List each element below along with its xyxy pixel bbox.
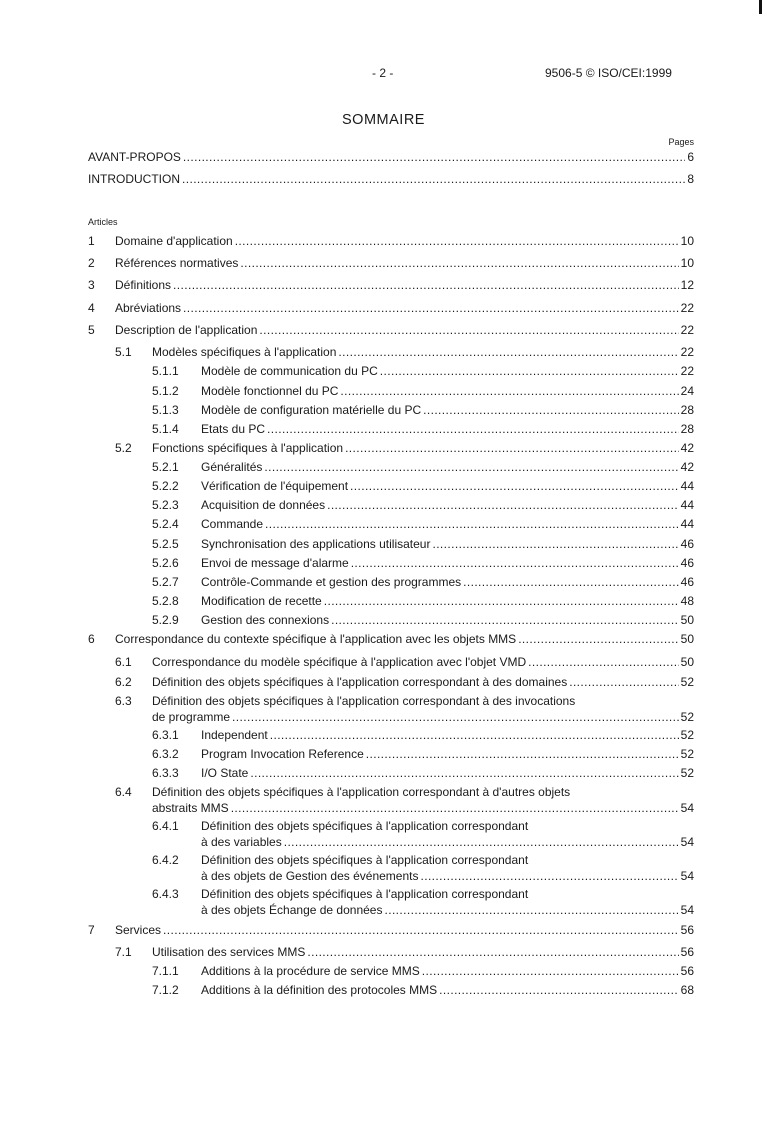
toc-entry xyxy=(0,497,767,513)
toc-entry-number: 5 xyxy=(88,323,95,337)
toc-entry xyxy=(0,982,767,998)
toc-entry xyxy=(0,516,767,532)
toc-entry-title: Modèle de configuration matérielle du PC xyxy=(201,403,422,417)
toc-entry-title-line2: abstraits MMS xyxy=(152,801,229,815)
leader-dots xyxy=(267,421,679,437)
leader-dots xyxy=(432,536,678,552)
toc-entry-page: 56 xyxy=(680,923,694,937)
leader-dots xyxy=(327,497,679,513)
toc-entry-title-line2: à des objets de Gestion des événements xyxy=(201,869,419,883)
toc-entry-title: Independent xyxy=(201,728,268,742)
toc-entry-number: 6.2 xyxy=(115,675,132,689)
toc-entry-page: 44 xyxy=(680,498,694,512)
toc-entry-title: Modification de recette xyxy=(201,594,322,608)
toc-entry-title-line1: Définition des objets spécifiques à l'application correspondant à d'autres objets xyxy=(152,785,571,799)
leader-dots xyxy=(350,478,679,494)
toc-entry xyxy=(0,255,767,271)
toc-entry-title: Additions à la définition des protocoles MMS xyxy=(201,983,438,997)
leader-dots xyxy=(331,612,679,628)
toc-entry-number: 6.4.1 xyxy=(152,819,179,833)
toc-entry-number: 5.1.3 xyxy=(152,403,179,417)
toc-entry-page: 46 xyxy=(680,575,694,589)
toc-entry-number: 5.2.2 xyxy=(152,479,179,493)
leader-dots xyxy=(307,944,678,960)
toc-entry xyxy=(0,612,767,628)
toc-entry-title: Additions à la procédure de service MMS xyxy=(201,964,420,978)
toc-entry-avant-propos xyxy=(0,149,767,165)
leader-dots xyxy=(240,255,678,271)
toc-entry-number: 5.1.2 xyxy=(152,384,179,398)
toc-entry xyxy=(0,440,767,456)
toc-entry-page: 56 xyxy=(680,945,694,959)
toc-entry-page: 42 xyxy=(680,441,694,455)
toc-entry-number: 5.2.1 xyxy=(152,460,179,474)
leader-dots xyxy=(259,322,678,338)
toc-entry-page: 52 xyxy=(680,766,694,780)
leader-dots xyxy=(384,902,678,918)
toc-entry-number: 6.4.3 xyxy=(152,887,179,901)
leader-dots xyxy=(463,574,679,590)
leader-dots xyxy=(264,459,678,475)
toc-entry xyxy=(0,402,767,418)
leader-dots xyxy=(569,674,678,690)
toc-entry-page: 24 xyxy=(680,384,694,398)
toc-entry-page: 54 xyxy=(680,869,694,883)
leader-dots xyxy=(366,746,679,762)
toc-entry xyxy=(0,421,767,437)
toc-entry-number: 6.4 xyxy=(115,785,132,799)
toc-entry-title: Domaine d'application xyxy=(115,234,233,248)
toc-entry-page: 54 xyxy=(680,835,694,849)
leader-dots xyxy=(265,516,679,532)
toc-entry xyxy=(0,746,767,762)
toc-entry xyxy=(0,363,767,379)
toc-entry-title: Modèle fonctionnel du PC xyxy=(201,384,339,398)
toc-entry-page: 52 xyxy=(680,747,694,761)
toc-entry-number: 5.2.7 xyxy=(152,575,179,589)
toc-entry-number: 6.3 xyxy=(115,694,132,708)
leader-dots xyxy=(235,233,679,249)
leader-dots xyxy=(163,922,679,938)
toc-entry xyxy=(0,459,767,475)
toc-entry-title: Utilisation des services MMS xyxy=(152,945,306,959)
leader-dots xyxy=(232,709,679,725)
toc-entry-number: 5.2.8 xyxy=(152,594,179,608)
leader-dots xyxy=(182,171,685,187)
page-title: SOMMAIRE xyxy=(342,112,425,128)
toc-entry xyxy=(0,344,767,360)
toc-entry-title: Modèles spécifiques à l'application xyxy=(152,345,337,359)
toc-entry-title: Références normatives xyxy=(115,256,239,270)
toc-entry-page: 12 xyxy=(680,278,694,292)
leader-dots xyxy=(351,555,679,571)
toc-entry-title: Synchronisation des applications utilisateur xyxy=(201,537,431,551)
toc-entry-title: Acquisition de données xyxy=(201,498,326,512)
toc-entry-title: INTRODUCTION xyxy=(88,172,180,186)
toc-entry-number: 5.1.4 xyxy=(152,422,179,436)
toc-entry xyxy=(0,631,767,647)
toc-entry-number: 2 xyxy=(88,256,95,270)
toc-entry-number: 6.1 xyxy=(115,655,132,669)
toc-entry-title: Envoi de message d'alarme xyxy=(201,556,349,570)
toc-entry-title-line1: Définition des objets spécifiques à l'application correspondant xyxy=(201,887,529,901)
toc-entry xyxy=(0,322,767,338)
toc-entry xyxy=(0,593,767,609)
toc-entry-number: 5.2.3 xyxy=(152,498,179,512)
toc-entry-page: 54 xyxy=(680,801,694,815)
toc-entry-page: 22 xyxy=(680,301,694,315)
toc-entry-number: 3 xyxy=(88,278,95,292)
toc-entry-title: Contrôle-Commande et gestion des programmes xyxy=(201,575,462,589)
leader-dots xyxy=(420,868,678,884)
toc-entry xyxy=(0,654,767,670)
toc-entry-page: 52 xyxy=(680,728,694,742)
leader-dots xyxy=(231,800,679,816)
toc-entry xyxy=(0,944,767,960)
toc-entry-title-line1: Définition des objets spécifiques à l'application correspondant xyxy=(201,853,529,867)
toc-entry xyxy=(0,277,767,293)
leader-dots xyxy=(183,149,685,165)
toc-entry-page: 52 xyxy=(680,675,694,689)
toc-entry-title: Etats du PC xyxy=(201,422,266,436)
page-number: - 2 - xyxy=(372,66,394,80)
pages-column-label: Pages xyxy=(668,137,694,147)
leader-dots xyxy=(345,440,679,456)
leader-dots xyxy=(183,300,679,316)
toc-entry-page: 52 xyxy=(680,710,694,724)
toc-entry xyxy=(0,555,767,571)
toc-entry-page: 22 xyxy=(680,323,694,337)
leader-dots xyxy=(338,344,678,360)
toc-entry xyxy=(0,233,767,249)
toc-entry xyxy=(0,300,767,316)
toc-entry-number: 5.1.1 xyxy=(152,364,179,378)
toc-entry-title: Vérification de l'équipement xyxy=(201,479,349,493)
toc-entry-page: 28 xyxy=(680,422,694,436)
toc-entry-page: 50 xyxy=(680,655,694,669)
toc-entry-page: 46 xyxy=(680,556,694,570)
toc-entry-page: 22 xyxy=(680,345,694,359)
toc-entry-page: 10 xyxy=(680,234,694,248)
toc-entry-page: 46 xyxy=(680,537,694,551)
toc-entry-title: Modèle de communication du PC xyxy=(201,364,378,378)
toc-entry-page: 50 xyxy=(680,632,694,646)
toc-entry-number: 6.3.1 xyxy=(152,728,179,742)
toc-entry-number: 5.2.6 xyxy=(152,556,179,570)
leader-dots xyxy=(284,834,679,850)
toc-entry-title: Généralités xyxy=(201,460,263,474)
toc-entry-title: Abréviations xyxy=(115,301,182,315)
toc-entry-title: Fonctions spécifiques à l'application xyxy=(152,441,344,455)
toc-entry-page: 6 xyxy=(687,150,694,164)
toc-entry-title: Description de l'application xyxy=(115,323,258,337)
toc-entry-page: 68 xyxy=(680,983,694,997)
toc-entry-title: I/O State xyxy=(201,766,249,780)
toc-entry-title: Définition des objets spécifiques à l'application correspondant à des domaines xyxy=(152,675,568,689)
toc-entry-number: 5.2.4 xyxy=(152,517,179,531)
leader-dots xyxy=(423,402,679,418)
leader-dots xyxy=(439,982,679,998)
toc-entry-number: 7.1 xyxy=(115,945,132,959)
toc-entry xyxy=(0,383,767,399)
toc-entry-title: Program Invocation Reference xyxy=(201,747,364,761)
toc-entry-page: 10 xyxy=(680,256,694,270)
toc-entry-number: 7 xyxy=(88,923,95,937)
toc-entry-title-line2: à des objets Échange de données xyxy=(201,903,383,917)
toc-entry-title-line2: de programme xyxy=(152,710,231,724)
leader-dots xyxy=(528,654,679,670)
toc-entry-title: Commande xyxy=(201,517,264,531)
toc-entry-title: Services xyxy=(115,923,162,937)
toc-entry xyxy=(0,765,767,781)
toc-entry-page: 42 xyxy=(680,460,694,474)
toc-entry-number: 6.4.2 xyxy=(152,853,179,867)
toc-entry-title-line2: à des variables xyxy=(201,835,282,849)
toc-entry-title: Correspondance du modèle spécifique à l'application avec l'objet VMD xyxy=(152,655,527,669)
toc-entry-number: 5.2.5 xyxy=(152,537,179,551)
toc-entry-page: 56 xyxy=(680,964,694,978)
leader-dots xyxy=(518,631,678,647)
toc-entry-title: Correspondance du contexte spécifique à l'application avec les objets MMS xyxy=(115,632,517,646)
toc-entry-number: 1 xyxy=(88,234,95,248)
toc-entry-title-line1: Définition des objets spécifiques à l'application correspondant xyxy=(201,819,529,833)
articles-label: Articles xyxy=(88,217,118,227)
toc-entry-number: 5.2 xyxy=(115,441,132,455)
toc-entry-page: 8 xyxy=(687,172,694,186)
leader-dots xyxy=(250,765,678,781)
toc-entry-number: 6.3.3 xyxy=(152,766,179,780)
toc-entry-page: 54 xyxy=(680,903,694,917)
toc-entry-page: 48 xyxy=(680,594,694,608)
leader-dots xyxy=(173,277,679,293)
document-reference: 9506-5 © ISO/CEI:1999 xyxy=(545,66,672,80)
leader-dots xyxy=(422,963,679,979)
toc-entry-title: Définitions xyxy=(115,278,172,292)
scan-edge-mark xyxy=(759,0,762,14)
toc-entry xyxy=(0,574,767,590)
toc-entry-number: 7.1.2 xyxy=(152,983,179,997)
toc-entry-number: 5.2.9 xyxy=(152,613,179,627)
leader-dots xyxy=(340,383,678,399)
leader-dots xyxy=(380,363,679,379)
toc-entry-number: 6.3.2 xyxy=(152,747,179,761)
toc-entry-number: 5.1 xyxy=(115,345,132,359)
toc-entry-page: 28 xyxy=(680,403,694,417)
toc-entry-page: 22 xyxy=(680,364,694,378)
toc-entry-title: AVANT-PROPOS xyxy=(88,150,181,164)
toc-entry-page: 50 xyxy=(680,613,694,627)
toc-entry-number: 6 xyxy=(88,632,95,646)
toc-entry xyxy=(0,963,767,979)
toc-entry xyxy=(0,478,767,494)
toc-entry-title: Gestion des connexions xyxy=(201,613,330,627)
toc-entry xyxy=(0,674,767,690)
toc-entry-introduction xyxy=(0,171,767,187)
toc-entry-page: 44 xyxy=(680,479,694,493)
toc-entry-number: 4 xyxy=(88,301,95,315)
leader-dots xyxy=(324,593,679,609)
toc-entry-page: 44 xyxy=(680,517,694,531)
toc-entry xyxy=(0,922,767,938)
toc-entry-title-line1: Définition des objets spécifiques à l'application correspondant à des invocations xyxy=(152,694,576,708)
toc-entry xyxy=(0,536,767,552)
leader-dots xyxy=(270,727,679,743)
toc-entry-number: 7.1.1 xyxy=(152,964,179,978)
toc-entry xyxy=(0,727,767,743)
